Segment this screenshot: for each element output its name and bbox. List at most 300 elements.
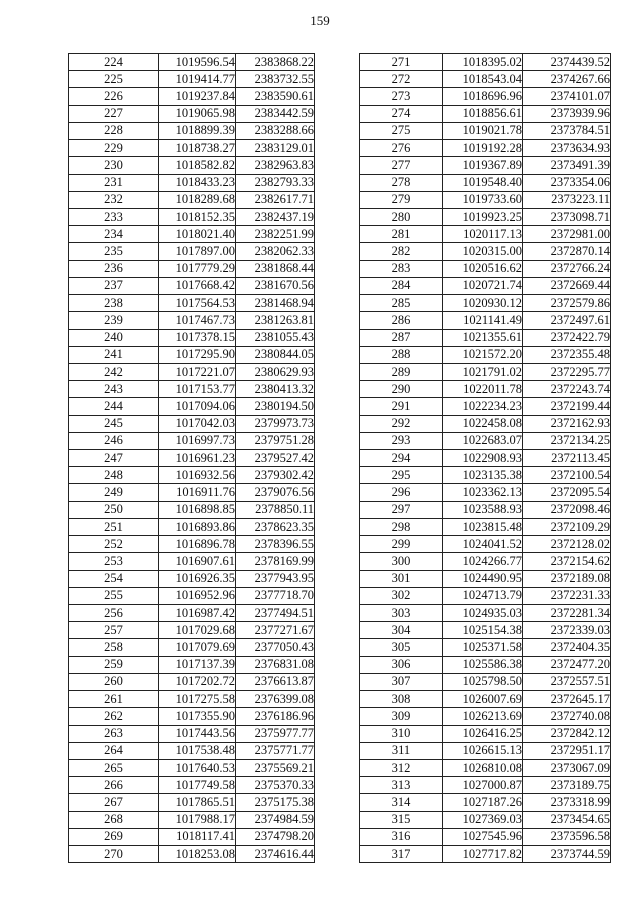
x-coordinate-cell: 1021355.61	[443, 329, 523, 346]
x-coordinate-cell: 1027187.26	[443, 794, 523, 811]
table-row	[69, 277, 315, 294]
point-number-cell: 310	[360, 725, 443, 742]
point-number-cell: 254	[69, 570, 159, 587]
point-number-cell: 261	[69, 691, 159, 708]
y-coordinate-cell: 2373491.39	[523, 157, 611, 174]
point-number-cell: 245	[69, 415, 159, 432]
point-number-cell: 268	[69, 811, 159, 828]
table-row	[360, 157, 611, 174]
table-row	[69, 622, 315, 639]
y-coordinate-cell: 2372128.02	[523, 536, 611, 553]
point-number-cell: 267	[69, 794, 159, 811]
table-row	[69, 140, 315, 157]
x-coordinate-cell: 1018899.39	[159, 122, 236, 139]
table-row	[360, 140, 611, 157]
y-coordinate-cell: 2381263.81	[236, 312, 315, 329]
table-row	[69, 828, 315, 845]
y-coordinate-cell: 2377494.51	[236, 605, 315, 622]
x-coordinate-cell: 1027000.87	[443, 777, 523, 794]
table-row	[360, 622, 611, 639]
point-number-cell: 288	[360, 346, 443, 363]
point-number-cell: 277	[360, 157, 443, 174]
x-coordinate-cell: 1020516.62	[443, 260, 523, 277]
table-row	[69, 518, 315, 535]
table-row	[360, 208, 611, 225]
x-coordinate-cell: 1019733.60	[443, 191, 523, 208]
point-number-cell: 253	[69, 553, 159, 570]
table-row	[360, 450, 611, 467]
table-row	[69, 157, 315, 174]
point-number-cell: 292	[360, 415, 443, 432]
y-coordinate-cell: 2372109.29	[523, 518, 611, 535]
coordinates-table-left	[68, 53, 315, 863]
table-row	[69, 846, 315, 863]
y-coordinate-cell: 2382793.33	[236, 174, 315, 191]
table-row	[69, 363, 315, 380]
point-number-cell: 317	[360, 846, 443, 863]
table-row	[69, 415, 315, 432]
table-row	[69, 432, 315, 449]
point-number-cell: 305	[360, 639, 443, 656]
table-row	[360, 398, 611, 415]
table-row	[360, 725, 611, 742]
x-coordinate-cell: 1016911.76	[159, 484, 236, 501]
table-row	[360, 639, 611, 656]
point-number-cell: 258	[69, 639, 159, 656]
table-row	[360, 432, 611, 449]
table-row	[69, 208, 315, 225]
y-coordinate-cell: 2372231.33	[523, 587, 611, 604]
table-row	[360, 415, 611, 432]
table-row	[69, 88, 315, 105]
table-row	[69, 329, 315, 346]
x-coordinate-cell: 1024266.77	[443, 553, 523, 570]
x-coordinate-cell: 1017865.51	[159, 794, 236, 811]
x-coordinate-cell: 1022908.93	[443, 450, 523, 467]
y-coordinate-cell: 2372134.25	[523, 432, 611, 449]
x-coordinate-cell: 1017275.58	[159, 691, 236, 708]
point-number-cell: 298	[360, 518, 443, 535]
x-coordinate-cell: 1018395.02	[443, 54, 523, 71]
table-row	[360, 691, 611, 708]
table-row	[69, 553, 315, 570]
table-row	[360, 71, 611, 88]
y-coordinate-cell: 2372766.24	[523, 260, 611, 277]
y-coordinate-cell: 2377050.43	[236, 639, 315, 656]
table-row	[360, 174, 611, 191]
table-row	[360, 295, 611, 312]
point-number-cell: 232	[69, 191, 159, 208]
point-number-cell: 282	[360, 243, 443, 260]
x-coordinate-cell: 1022458.08	[443, 415, 523, 432]
x-coordinate-cell: 1017137.39	[159, 656, 236, 673]
y-coordinate-cell: 2373596.58	[523, 828, 611, 845]
y-coordinate-cell: 2373223.11	[523, 191, 611, 208]
table-row	[360, 553, 611, 570]
table-row	[360, 811, 611, 828]
point-number-cell: 264	[69, 742, 159, 759]
x-coordinate-cell: 1017153.77	[159, 381, 236, 398]
table-row	[69, 777, 315, 794]
point-number-cell: 257	[69, 622, 159, 639]
x-coordinate-cell: 1020117.13	[443, 226, 523, 243]
table-row	[360, 329, 611, 346]
point-number-cell: 313	[360, 777, 443, 794]
point-number-cell: 250	[69, 501, 159, 518]
y-coordinate-cell: 2383129.01	[236, 140, 315, 157]
table-row	[69, 226, 315, 243]
x-coordinate-cell: 1026416.25	[443, 725, 523, 742]
x-coordinate-cell: 1026213.69	[443, 708, 523, 725]
y-coordinate-cell: 2372355.48	[523, 346, 611, 363]
table-row	[69, 450, 315, 467]
point-number-cell: 255	[69, 587, 159, 604]
table-row	[69, 295, 315, 312]
table-row	[69, 484, 315, 501]
x-coordinate-cell: 1016893.86	[159, 518, 236, 535]
y-coordinate-cell: 2373454.65	[523, 811, 611, 828]
point-number-cell: 266	[69, 777, 159, 794]
table-row	[69, 312, 315, 329]
point-number-cell: 311	[360, 742, 443, 759]
x-coordinate-cell: 1017897.00	[159, 243, 236, 260]
x-coordinate-cell: 1017564.53	[159, 295, 236, 312]
point-number-cell: 297	[360, 501, 443, 518]
point-number-cell: 231	[69, 174, 159, 191]
point-number-cell: 314	[360, 794, 443, 811]
y-coordinate-cell: 2379973.73	[236, 415, 315, 432]
y-coordinate-cell: 2377718.70	[236, 587, 315, 604]
table-row	[360, 570, 611, 587]
x-coordinate-cell: 1016898.85	[159, 501, 236, 518]
y-coordinate-cell: 2372189.08	[523, 570, 611, 587]
y-coordinate-cell: 2372281.34	[523, 605, 611, 622]
point-number-cell: 241	[69, 346, 159, 363]
table-row	[69, 346, 315, 363]
y-coordinate-cell: 2383868.22	[236, 54, 315, 71]
table-row	[69, 398, 315, 415]
x-coordinate-cell: 1017779.29	[159, 260, 236, 277]
point-number-cell: 269	[69, 828, 159, 845]
x-coordinate-cell: 1018253.08	[159, 846, 236, 863]
table-row	[69, 605, 315, 622]
y-coordinate-cell: 2373318.99	[523, 794, 611, 811]
point-number-cell: 280	[360, 208, 443, 225]
y-coordinate-cell: 2372740.08	[523, 708, 611, 725]
y-coordinate-cell: 2374984.59	[236, 811, 315, 828]
x-coordinate-cell: 1017029.68	[159, 622, 236, 639]
point-number-cell: 296	[360, 484, 443, 501]
point-number-cell: 281	[360, 226, 443, 243]
y-coordinate-cell: 2382251.99	[236, 226, 315, 243]
table-row	[69, 587, 315, 604]
point-number-cell: 227	[69, 105, 159, 122]
x-coordinate-cell: 1018152.35	[159, 208, 236, 225]
table-row	[69, 725, 315, 742]
point-number-cell: 283	[360, 260, 443, 277]
x-coordinate-cell: 1019237.84	[159, 88, 236, 105]
point-number-cell: 306	[360, 656, 443, 673]
y-coordinate-cell: 2381670.56	[236, 277, 315, 294]
y-coordinate-cell: 2379751.28	[236, 432, 315, 449]
table-row	[360, 105, 611, 122]
point-number-cell: 251	[69, 518, 159, 535]
x-coordinate-cell: 1024935.03	[443, 605, 523, 622]
y-coordinate-cell: 2376399.08	[236, 691, 315, 708]
point-number-cell: 278	[360, 174, 443, 191]
table-row	[360, 828, 611, 845]
y-coordinate-cell: 2374267.66	[523, 71, 611, 88]
x-coordinate-cell: 1023815.48	[443, 518, 523, 535]
point-number-cell: 307	[360, 673, 443, 690]
x-coordinate-cell: 1019065.98	[159, 105, 236, 122]
y-coordinate-cell: 2382617.71	[236, 191, 315, 208]
x-coordinate-cell: 1019923.25	[443, 208, 523, 225]
point-number-cell: 284	[360, 277, 443, 294]
point-number-cell: 293	[360, 432, 443, 449]
x-coordinate-cell: 1017668.42	[159, 277, 236, 294]
point-number-cell: 316	[360, 828, 443, 845]
point-number-cell: 247	[69, 450, 159, 467]
point-number-cell: 229	[69, 140, 159, 157]
x-coordinate-cell: 1017295.90	[159, 346, 236, 363]
table-row	[69, 794, 315, 811]
point-number-cell: 225	[69, 71, 159, 88]
x-coordinate-cell: 1018021.40	[159, 226, 236, 243]
y-coordinate-cell: 2374439.52	[523, 54, 611, 71]
table-row	[69, 122, 315, 139]
x-coordinate-cell: 1016932.56	[159, 467, 236, 484]
y-coordinate-cell: 2372100.54	[523, 467, 611, 484]
y-coordinate-cell: 2383732.55	[236, 71, 315, 88]
y-coordinate-cell: 2372404.35	[523, 639, 611, 656]
y-coordinate-cell: 2380413.32	[236, 381, 315, 398]
point-number-cell: 289	[360, 363, 443, 380]
y-coordinate-cell: 2372243.74	[523, 381, 611, 398]
x-coordinate-cell: 1017640.53	[159, 759, 236, 776]
x-coordinate-cell: 1017355.90	[159, 708, 236, 725]
table-row	[360, 381, 611, 398]
y-coordinate-cell: 2383590.61	[236, 88, 315, 105]
page-number: 159	[310, 13, 330, 28]
point-number-cell: 263	[69, 725, 159, 742]
x-coordinate-cell: 1016987.42	[159, 605, 236, 622]
point-number-cell: 270	[69, 846, 159, 863]
table-row	[360, 587, 611, 604]
point-number-cell: 300	[360, 553, 443, 570]
x-coordinate-cell: 1018696.96	[443, 88, 523, 105]
table-row	[360, 794, 611, 811]
y-coordinate-cell: 2373189.75	[523, 777, 611, 794]
point-number-cell: 237	[69, 277, 159, 294]
y-coordinate-cell: 2373067.09	[523, 759, 611, 776]
x-coordinate-cell: 1017467.73	[159, 312, 236, 329]
point-number-cell: 308	[360, 691, 443, 708]
y-coordinate-cell: 2372645.17	[523, 691, 611, 708]
table-row	[69, 708, 315, 725]
y-coordinate-cell: 2372870.14	[523, 243, 611, 260]
point-number-cell: 256	[69, 605, 159, 622]
point-number-cell: 273	[360, 88, 443, 105]
y-coordinate-cell: 2374616.44	[236, 846, 315, 863]
point-number-cell: 312	[360, 759, 443, 776]
y-coordinate-cell: 2379302.42	[236, 467, 315, 484]
y-coordinate-cell: 2372557.51	[523, 673, 611, 690]
point-number-cell: 246	[69, 432, 159, 449]
y-coordinate-cell: 2381868.44	[236, 260, 315, 277]
y-coordinate-cell: 2372154.62	[523, 553, 611, 570]
y-coordinate-cell: 2376186.96	[236, 708, 315, 725]
y-coordinate-cell: 2376613.87	[236, 673, 315, 690]
x-coordinate-cell: 1018433.23	[159, 174, 236, 191]
y-coordinate-cell: 2373098.71	[523, 208, 611, 225]
table-row	[360, 777, 611, 794]
point-number-cell: 291	[360, 398, 443, 415]
y-coordinate-cell: 2378169.99	[236, 553, 315, 570]
y-coordinate-cell: 2378396.55	[236, 536, 315, 553]
table-row	[69, 759, 315, 776]
x-coordinate-cell: 1020721.74	[443, 277, 523, 294]
table-row	[69, 174, 315, 191]
table-row	[360, 260, 611, 277]
table-row	[360, 346, 611, 363]
x-coordinate-cell: 1018856.61	[443, 105, 523, 122]
y-coordinate-cell: 2372339.03	[523, 622, 611, 639]
y-coordinate-cell: 2375771.77	[236, 742, 315, 759]
x-coordinate-cell: 1025798.50	[443, 673, 523, 690]
y-coordinate-cell: 2372477.20	[523, 656, 611, 673]
x-coordinate-cell: 1019548.40	[443, 174, 523, 191]
table-row	[360, 605, 611, 622]
y-coordinate-cell: 2375175.38	[236, 794, 315, 811]
x-coordinate-cell: 1017094.06	[159, 398, 236, 415]
table-row	[360, 656, 611, 673]
x-coordinate-cell: 1021791.02	[443, 363, 523, 380]
point-number-cell: 303	[360, 605, 443, 622]
table-row	[360, 277, 611, 294]
y-coordinate-cell: 2381468.94	[236, 295, 315, 312]
y-coordinate-cell: 2373744.59	[523, 846, 611, 863]
y-coordinate-cell: 2383288.66	[236, 122, 315, 139]
x-coordinate-cell: 1026615.13	[443, 742, 523, 759]
y-coordinate-cell: 2380194.50	[236, 398, 315, 415]
y-coordinate-cell: 2380629.93	[236, 363, 315, 380]
table-row	[360, 191, 611, 208]
y-coordinate-cell: 2372669.44	[523, 277, 611, 294]
point-number-cell: 224	[69, 54, 159, 71]
y-coordinate-cell: 2375977.77	[236, 725, 315, 742]
point-number-cell: 249	[69, 484, 159, 501]
table-row	[69, 71, 315, 88]
table-row	[69, 501, 315, 518]
x-coordinate-cell: 1025371.58	[443, 639, 523, 656]
x-coordinate-cell: 1018289.68	[159, 191, 236, 208]
point-number-cell: 299	[360, 536, 443, 553]
y-coordinate-cell: 2373939.96	[523, 105, 611, 122]
x-coordinate-cell: 1016997.73	[159, 432, 236, 449]
point-number-cell: 240	[69, 329, 159, 346]
table-row	[69, 260, 315, 277]
point-number-cell: 265	[69, 759, 159, 776]
y-coordinate-cell: 2377943.95	[236, 570, 315, 587]
y-coordinate-cell: 2372497.61	[523, 312, 611, 329]
x-coordinate-cell: 1018738.27	[159, 140, 236, 157]
point-number-cell: 272	[360, 71, 443, 88]
table-row	[69, 811, 315, 828]
y-coordinate-cell: 2379527.42	[236, 450, 315, 467]
x-coordinate-cell: 1026810.08	[443, 759, 523, 776]
point-number-cell: 226	[69, 88, 159, 105]
x-coordinate-cell: 1027369.03	[443, 811, 523, 828]
point-number-cell: 248	[69, 467, 159, 484]
table-row	[360, 243, 611, 260]
y-coordinate-cell: 2374798.20	[236, 828, 315, 845]
x-coordinate-cell: 1019192.28	[443, 140, 523, 157]
point-number-cell: 309	[360, 708, 443, 725]
point-number-cell: 235	[69, 243, 159, 260]
y-coordinate-cell: 2378850.11	[236, 501, 315, 518]
table-row	[360, 363, 611, 380]
table-row	[360, 54, 611, 71]
point-number-cell: 234	[69, 226, 159, 243]
y-coordinate-cell: 2372199.44	[523, 398, 611, 415]
x-coordinate-cell: 1023135.38	[443, 467, 523, 484]
table-row	[69, 243, 315, 260]
point-number-cell: 285	[360, 295, 443, 312]
table-row	[360, 484, 611, 501]
point-number-cell: 290	[360, 381, 443, 398]
point-number-cell: 274	[360, 105, 443, 122]
point-number-cell: 236	[69, 260, 159, 277]
x-coordinate-cell: 1026007.69	[443, 691, 523, 708]
table-row	[69, 536, 315, 553]
y-coordinate-cell: 2372422.79	[523, 329, 611, 346]
point-number-cell: 230	[69, 157, 159, 174]
x-coordinate-cell: 1024490.95	[443, 570, 523, 587]
table-row	[69, 105, 315, 122]
point-number-cell: 243	[69, 381, 159, 398]
x-coordinate-cell: 1024041.52	[443, 536, 523, 553]
point-number-cell: 275	[360, 122, 443, 139]
point-number-cell: 260	[69, 673, 159, 690]
x-coordinate-cell: 1022234.23	[443, 398, 523, 415]
table-row	[360, 122, 611, 139]
y-coordinate-cell: 2372162.93	[523, 415, 611, 432]
y-coordinate-cell: 2375370.33	[236, 777, 315, 794]
x-coordinate-cell: 1023588.93	[443, 501, 523, 518]
y-coordinate-cell: 2377271.67	[236, 622, 315, 639]
table-row	[69, 742, 315, 759]
table-row	[69, 673, 315, 690]
x-coordinate-cell: 1022683.07	[443, 432, 523, 449]
y-coordinate-cell: 2372579.86	[523, 295, 611, 312]
y-coordinate-cell: 2373784.51	[523, 122, 611, 139]
table-row	[69, 570, 315, 587]
y-coordinate-cell: 2383442.59	[236, 105, 315, 122]
point-number-cell: 262	[69, 708, 159, 725]
x-coordinate-cell: 1017749.58	[159, 777, 236, 794]
x-coordinate-cell: 1020930.12	[443, 295, 523, 312]
x-coordinate-cell: 1025586.38	[443, 656, 523, 673]
point-number-cell: 244	[69, 398, 159, 415]
x-coordinate-cell: 1016896.78	[159, 536, 236, 553]
point-number-cell: 233	[69, 208, 159, 225]
point-number-cell: 304	[360, 622, 443, 639]
x-coordinate-cell: 1017221.07	[159, 363, 236, 380]
point-number-cell: 279	[360, 191, 443, 208]
x-coordinate-cell: 1023362.13	[443, 484, 523, 501]
x-coordinate-cell: 1017042.03	[159, 415, 236, 432]
